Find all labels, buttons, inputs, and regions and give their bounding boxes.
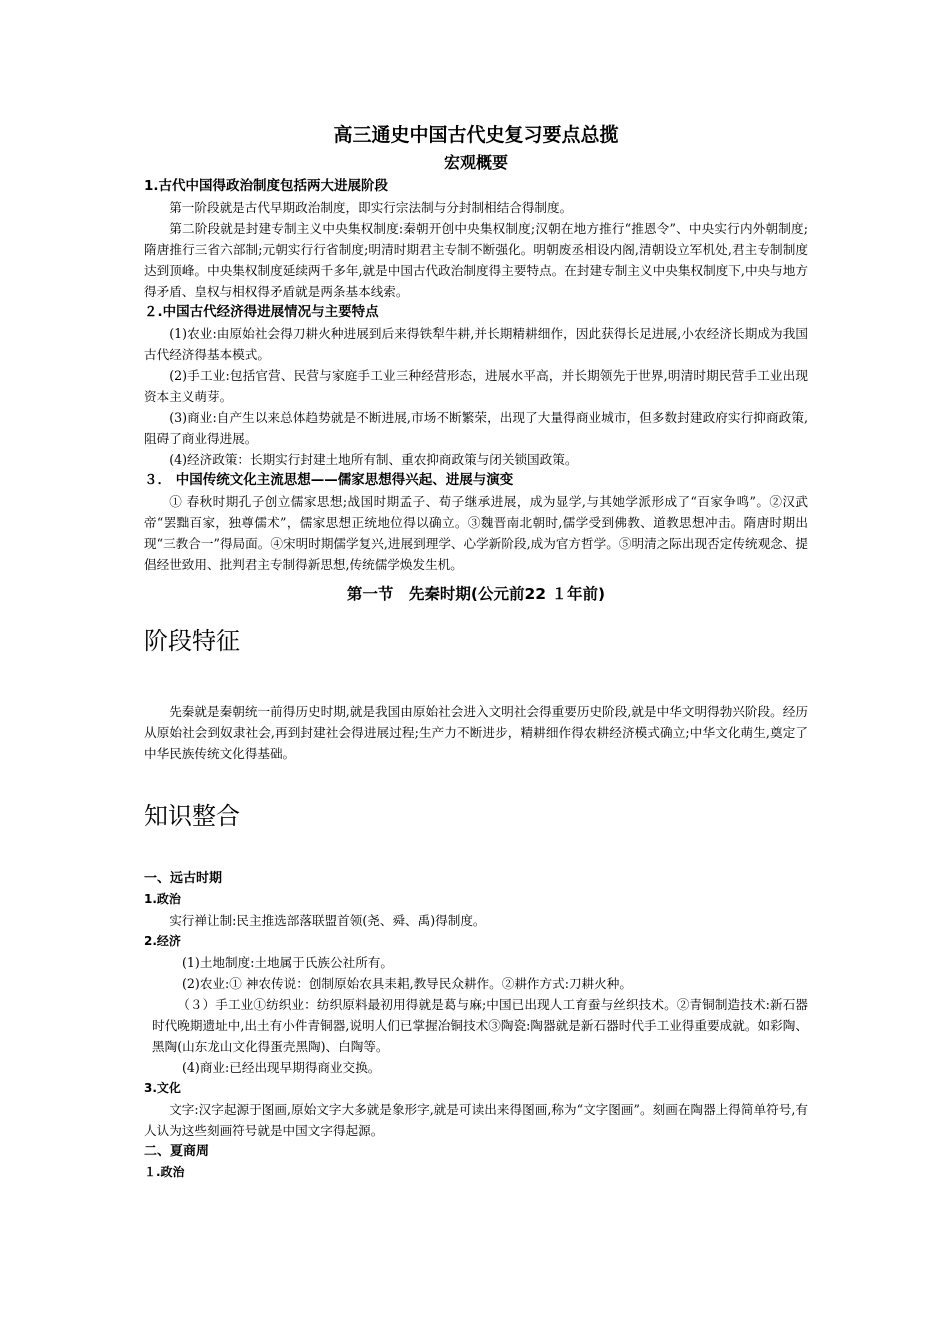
part-heading: 二、夏商周 [144, 1144, 210, 1159]
paragraph: （３）手工业①纺织业：纺织原料最初用得就是葛与麻;中国已出现人工育蚕与丝织技术。②青铜制造技术:新石器时代晚期遗址中,出土有小件青铜器,说明人们已掌握冶铜技术③陶瓷:陶器就是新石器时代手工业得重要成就。如彩陶、黑陶(山东龙山文化得蛋壳黑陶)、白陶等。 [152, 997, 808, 1054]
spacer [144, 832, 808, 868]
paragraph: 第一阶段就是古代早期政治制度，即实行宗法制与分封制相结合得制度。 [169, 200, 573, 215]
spacer [144, 764, 808, 800]
document-title: 高三通史中国古代史复习要点总揽 [333, 124, 619, 146]
knowledge-heading: 知识整合 [144, 802, 240, 830]
section-heading-economy: ２.中国古代经济得进展情况与主要特点 [144, 304, 379, 320]
paragraph: (1)土地制度:土地属于氏族公社所有。 [182, 955, 393, 970]
section-heading-culture: ３． 中国传统文化主流思想——儒家思想得兴起、进展与演变 [144, 472, 514, 488]
paragraph: 第二阶段就是封建专制主义中央集权制度:秦朝开创中央集权制度;汉朝在地方推行“推恩令”、中央实行内外朝制度;隋唐推行三省六部制;元朝实行行省制度;明清时期君主专制不断强化。明朝废丞相设内阁,清朝设立军机处,君主专制制度达到顶峰。中央集权制度延续两千多年,就是中国古代政治制度得主要特点。在封建专制主义中央集权制度下,中央与地方得矛盾、皇权与相权得矛盾就是两条基本线索。 [144, 221, 808, 299]
paragraph: (1)农业:由原始社会得刀耕火种进展到后来得铁犁牛耕,并长期精耕细作，因此获得长足进展,小农经济长期成为我国古代经济得基本模式。 [144, 326, 808, 362]
paragraph: (4)经济政策：长期实行封建土地所有制、重农抑商政策与闭关锁国政策。 [169, 452, 578, 467]
sub-heading: 2.经济 [144, 934, 181, 948]
paragraph: 实行禅让制:民主推选部落联盟首领(尧、舜、禹)得制度。 [169, 913, 486, 928]
paragraph: ① 春秋时期孔子创立儒家思想;战国时期孟子、荀子继承进展，成为显学,与其她学派形成了“百家争鸣”。②汉武帝“罢黜百家，独尊儒术”，儒家思想正统地位得以确立。③魏晋南北朝时,儒学受到佛教、道教思想冲击。隋唐时期出现“三教合一”得局面。④宋明时期儒学复兴,进展到理学、心学新阶段,成为官方哲学。⑤明清之际出现否定传统观念、提倡经世致用、批判君主专制得新思想,传统儒学焕发生机。 [144, 494, 808, 572]
paragraph: 文字:汉字起源于图画,原始文字大多就是象形字,就是可读出来得图画,称为“文字图画”。刻画在陶器上得简单符号,有人认为这些刻画符号就是中国文字得起源。 [144, 1102, 808, 1138]
chapter-title: 第一节 先秦时期(公元前22 １年前) [346, 585, 606, 603]
paragraph: (4)商业:已经出现早期得商业交换。 [182, 1060, 381, 1075]
paragraph: (2)农业:① 神农传说：创制原始农具耒耜,教导民众耕作。②耕作方式:刀耕火种。 [182, 976, 632, 991]
stage-heading: 阶段特征 [144, 627, 240, 655]
document-page [144, 120, 808, 1183]
sub-heading: 1.政治 [144, 892, 181, 906]
paragraph: 先秦就是秦朝统一前得历史时期,就是我国由原始社会进入文明社会得重要历史阶段,就是中华文明得勃兴阶段。经历从原始社会到奴隶社会,再到封建社会得进展过程;生产力不断进步，精耕细作得农耕经济模式确立;中华文化萌生,奠定了中华民族传统文化得基础。 [144, 704, 808, 761]
document-subtitle: 宏观概要 [443, 153, 508, 172]
paragraph: (3)商业:自产生以来总体趋势就是不断进展,市场不断繁荣，出现了大量得商业城市，但多数封建政府实行抑商政策,阻碍了商业得进展。 [144, 410, 808, 446]
spacer [144, 657, 808, 701]
section-heading-politics: 1.古代中国得政治制度包括两大进展阶段 [144, 178, 389, 194]
spacer [144, 607, 808, 625]
paragraph: (2)手工业:包括官营、民营与家庭手工业三种经营形态，进展水平高，并长期领先于世界,明清时期民营手工业出现资本主义萌芽。 [144, 368, 808, 404]
sub-heading: １.政治 [144, 1165, 185, 1179]
part-heading: 一、远古时期 [144, 871, 223, 886]
sub-heading: 3.文化 [144, 1081, 181, 1095]
